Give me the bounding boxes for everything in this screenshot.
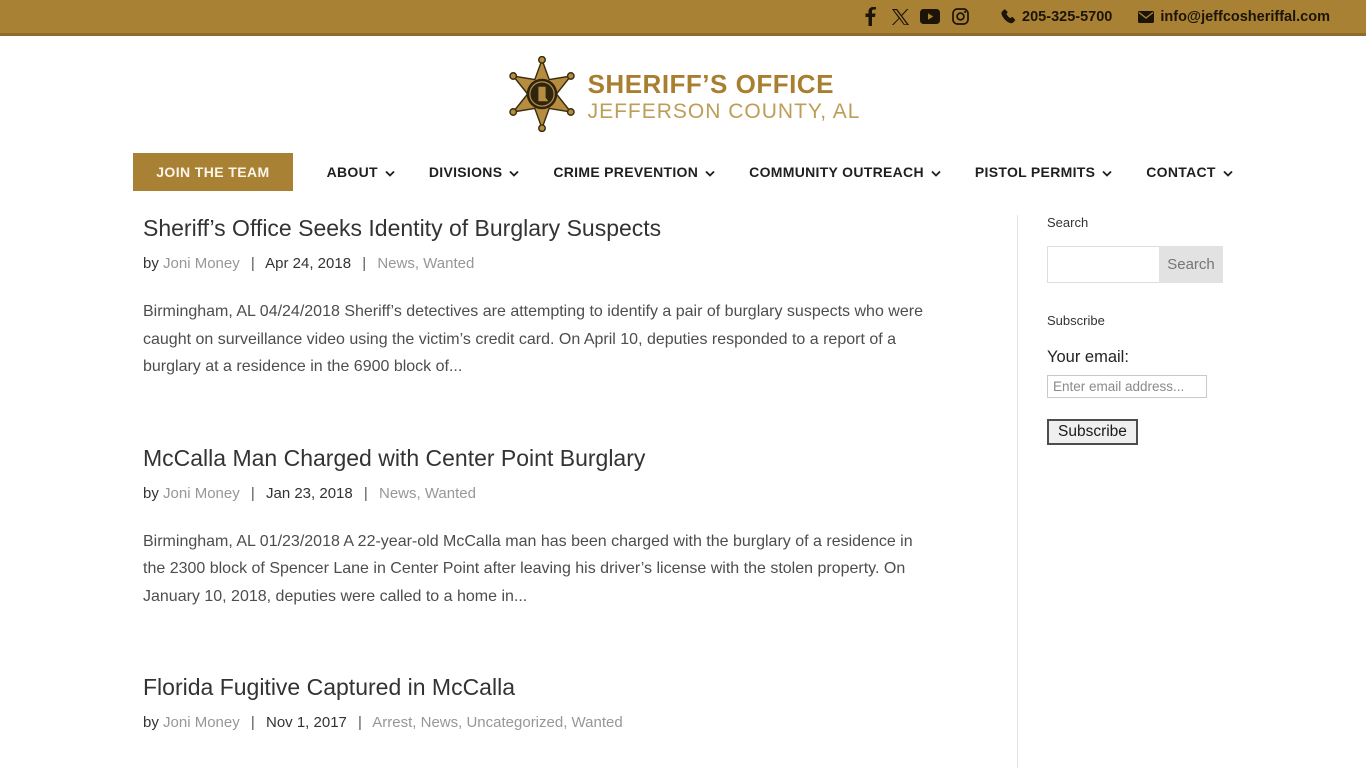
email-label: Your email:: [1047, 348, 1129, 366]
author-link[interactable]: Joni Money: [163, 255, 240, 272]
post-date: Jan 23, 2018: [265, 484, 353, 502]
chevron-down-icon: [385, 170, 395, 177]
nav-item-divisions[interactable]: DIVISIONS: [429, 164, 520, 180]
site-header: [0, 36, 1366, 145]
post-title[interactable]: Florida Fugitive Captured in McCalla: [143, 674, 515, 700]
post-title[interactable]: McCalla Man Charged with Center Point Burglary: [143, 444, 646, 471]
post-excerpt: Birmingham, AL 01/23/2018 A 22-year-old McCalla man has been charged with the burglary of a residence in the 2300 block of Spencer Lane in Center Point after leaving his driver’s license with the stolen property. On January 10, 2018, deputies were called to a home in...: [143, 532, 913, 605]
categories-link[interactable]: News, Wanted: [378, 484, 476, 502]
email-address: info@jeffcosheriffal.com: [1160, 8, 1330, 25]
email-link[interactable]: [1138, 9, 1330, 25]
categories-link[interactable]: Arrest, News, Uncategorized, Wanted: [372, 714, 623, 731]
content-sidebar-divider: [1017, 215, 1018, 768]
post-article: [143, 215, 931, 381]
search-button[interactable]: Search: [1159, 246, 1223, 283]
chevron-down-icon: [1102, 170, 1112, 177]
main-nav: [0, 145, 1366, 201]
chevron-down-icon: [509, 170, 519, 177]
author-link[interactable]: Joni Money: [163, 714, 240, 731]
phone-number: 205-325-5700: [1022, 8, 1113, 25]
join-the-team-button[interactable]: JOIN THE TEAM: [133, 153, 292, 191]
subscribe-button[interactable]: Subscribe: [1047, 419, 1138, 445]
post-meta: by Joni Money | Nov 1, 2017 | Arrest, News, Uncategorized, Wanted: [143, 714, 623, 731]
categories-link[interactable]: News, Wanted: [377, 255, 475, 272]
youtube-icon[interactable]: [915, 6, 945, 28]
post-meta: by Joni Money | Apr 24, 2018 | News, Wanted: [143, 255, 475, 272]
post-title[interactable]: Sheriff’s Office Seeks Identity of Burglary Suspects: [143, 215, 662, 241]
search-input[interactable]: [1047, 246, 1159, 283]
x-twitter-icon[interactable]: [885, 6, 915, 28]
top-bar: [0, 0, 1366, 36]
nav-item-pistol-permits[interactable]: PISTOL PERMITS: [975, 164, 1112, 180]
facebook-icon[interactable]: [855, 6, 885, 28]
phone-link[interactable]: [1001, 9, 1112, 25]
subscribe-heading: Subscribe: [1047, 313, 1105, 328]
post-list: [143, 215, 931, 768]
post-article: [143, 445, 931, 611]
logo-title: SHERIFF’S OFFICE: [587, 69, 834, 99]
post-article: [143, 674, 931, 731]
email-field[interactable]: [1047, 375, 1207, 398]
nav-item-crime-prevention[interactable]: CRIME PREVENTION: [553, 164, 715, 180]
sheriff-badge-icon: [506, 56, 578, 137]
page-body: [0, 201, 1366, 768]
search-heading: Search: [1047, 215, 1089, 230]
social-links: [855, 6, 975, 28]
sidebar: [1047, 215, 1223, 768]
nav-item-community-outreach[interactable]: COMMUNITY OUTREACH: [749, 164, 941, 180]
chevron-down-icon: [705, 170, 715, 177]
search-box: [1047, 246, 1223, 283]
envelope-icon: [1138, 11, 1154, 23]
chevron-down-icon: [931, 170, 941, 177]
site-logo[interactable]: [506, 56, 861, 137]
author-link[interactable]: Joni Money: [163, 484, 240, 502]
phone-icon: [1001, 9, 1016, 24]
chevron-down-icon: [1223, 170, 1233, 177]
logo-text: [588, 69, 861, 124]
post-date: Apr 24, 2018: [265, 255, 352, 272]
nav-item-contact[interactable]: CONTACT: [1146, 164, 1233, 180]
instagram-icon[interactable]: [945, 6, 975, 28]
logo-subtitle: JEFFERSON COUNTY, AL: [587, 100, 861, 123]
post-excerpt: Birmingham, AL 04/24/2018 Sheriff’s detectives are attempting to identify a pair of burglary suspects who were caught on surveillance video using the victim’s credit card. On April 10, deputies responded to a report of a burglary at a residence in the 6900 block of...: [143, 303, 923, 375]
post-date: Nov 1, 2017: [265, 714, 347, 731]
nav-item-about[interactable]: ABOUT: [327, 164, 395, 180]
post-meta: by Joni Money | Jan 23, 2018 | News, Wanted: [143, 484, 476, 502]
